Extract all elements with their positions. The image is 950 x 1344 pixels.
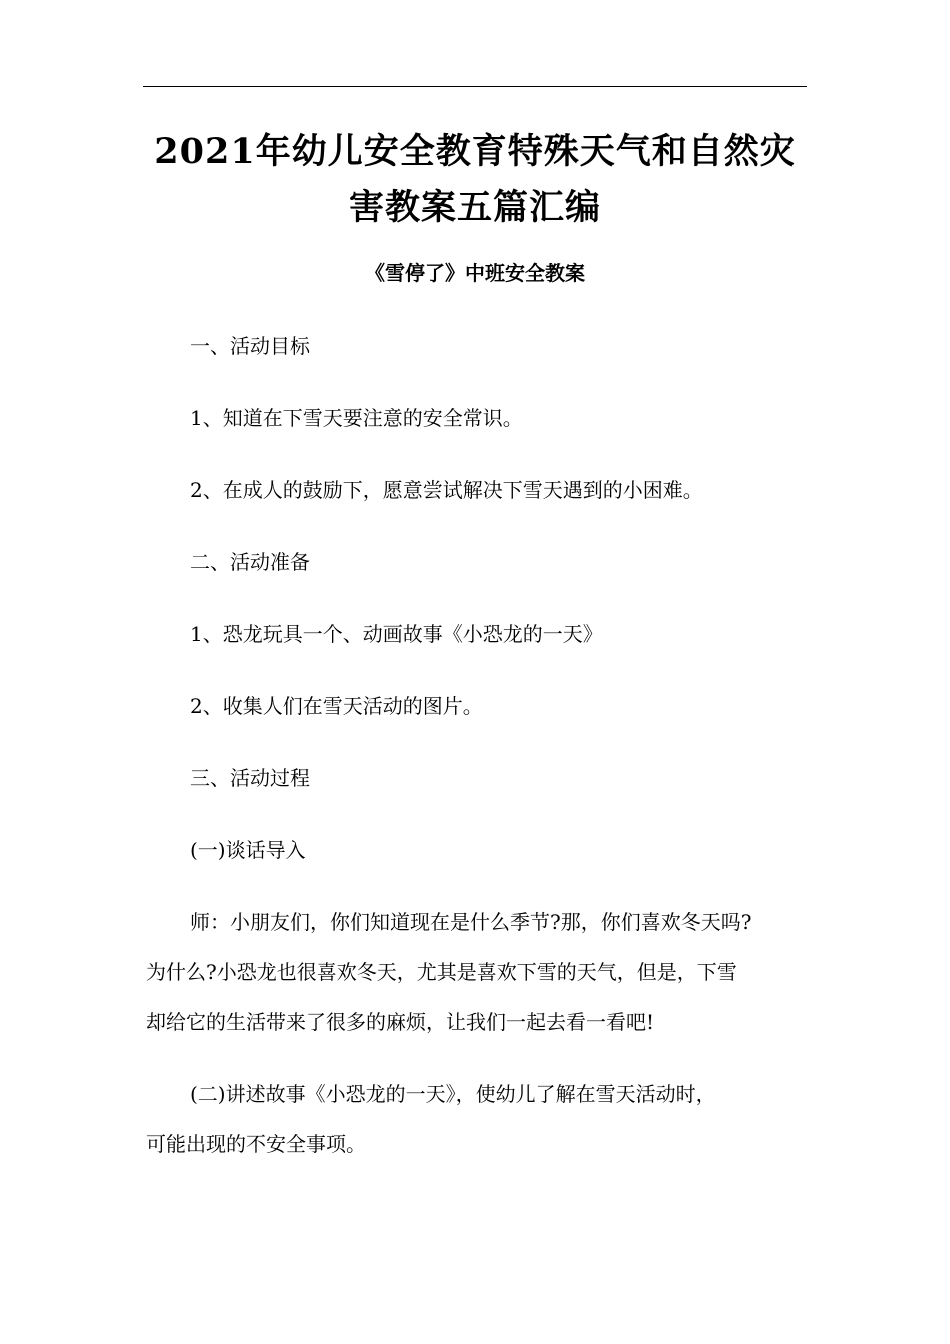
process-step-2-heading: (二)讲述故事《小恐龙的一天》，使幼儿了解在雪天活动时， [190,1082,716,1106]
section-heading-preparation: 二、活动准备 [190,550,310,574]
section-heading-process: 三、活动过程 [190,766,310,790]
goal-item-2: 2、在成人的鼓励下，愿意尝试解决下雪天遇到的小困难。 [190,478,703,502]
title-line-2: 害教案五篇汇编 [348,187,601,228]
preparation-item-2: 2、收集人们在雪天活动的图片。 [190,694,483,718]
title-line-1: 2021年幼儿安全教育特殊天气和自然灾 [154,131,796,172]
process-step-1-heading: (一)谈话导入 [190,838,306,862]
paragraph-line: 可能出现的不安全事项。 [146,1132,366,1156]
paragraph-line: 为什么?小恐龙也很喜欢冬天，尤其是喜欢下雪的天气，但是，下雪 [146,960,737,984]
paragraph-line: 却给它的生活带来了很多的麻烦，让我们一起去看一看吧! [146,1010,655,1034]
paragraph-line: 师：小朋友们，你们知道现在是什么季节?那，你们喜欢冬天吗? [190,910,752,934]
lesson-title: 《雪停了》中班安全教案 [365,261,585,285]
section-heading-goals: 一、活动目标 [190,334,310,358]
preparation-item-1: 1、恐龙玩具一个、动画故事《小恐龙的一天》 [190,622,603,646]
document-title [143,124,807,236]
header-rule [143,86,807,87]
goal-item-1: 1、知道在下雪天要注意的安全常识。 [190,406,523,430]
